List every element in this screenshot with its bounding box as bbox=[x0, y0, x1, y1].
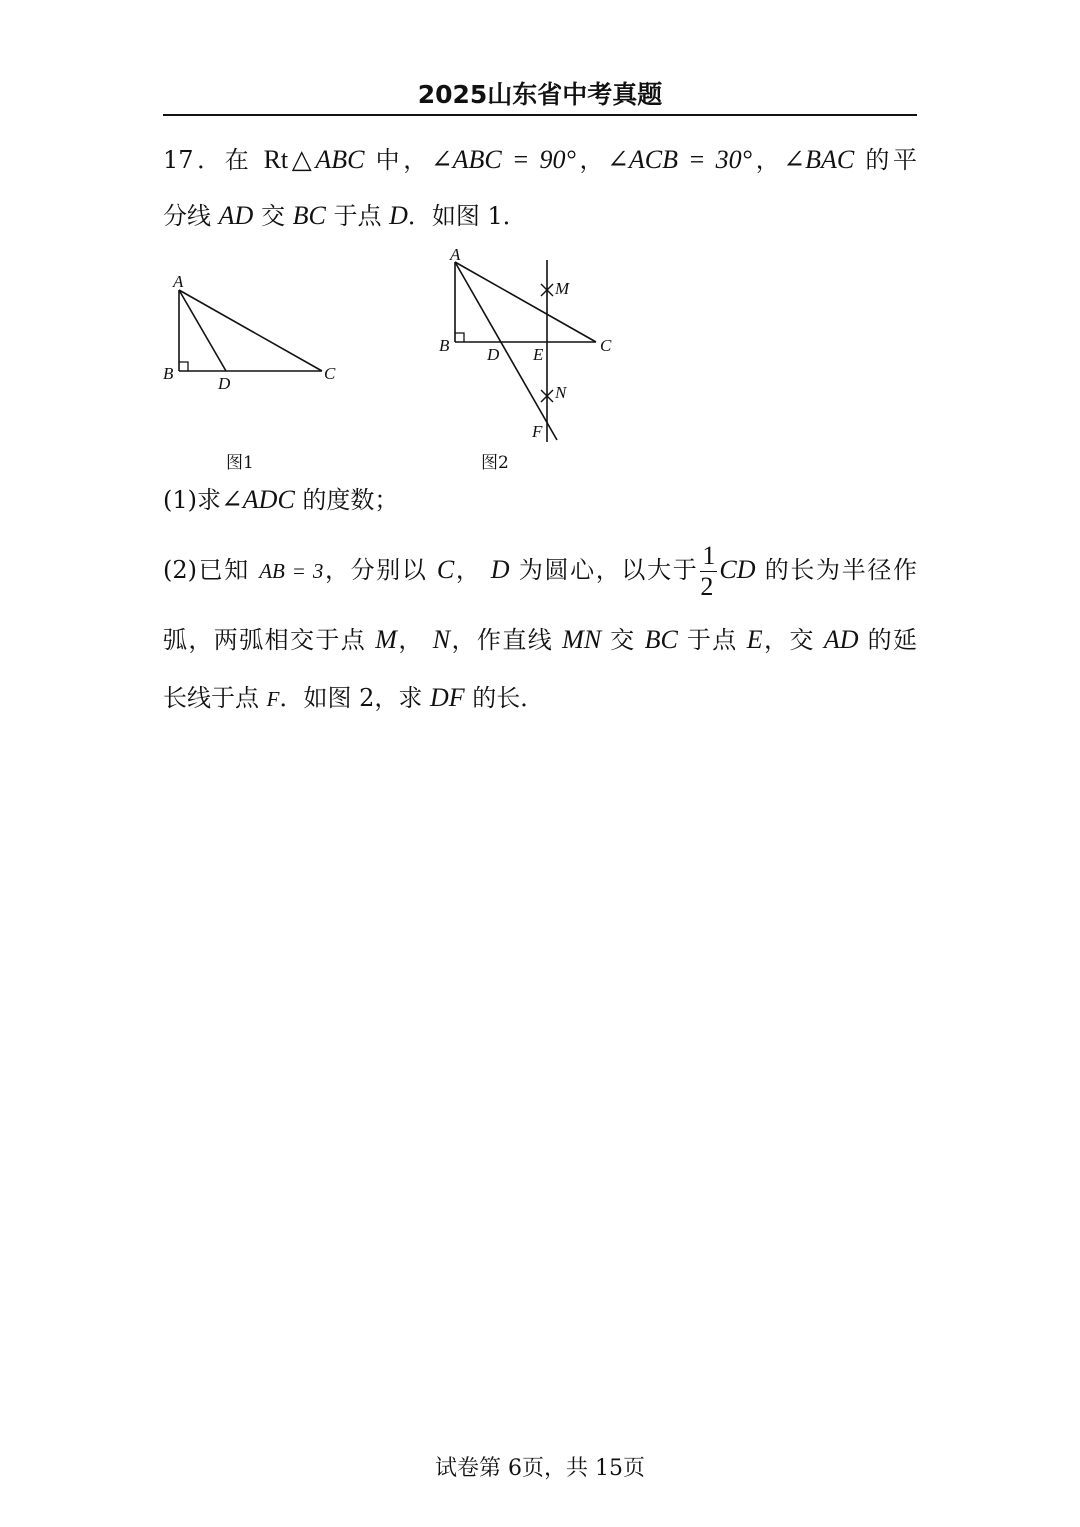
angle-adc: ∠ADC bbox=[221, 485, 295, 514]
text: 弧，两弧相交于点 bbox=[163, 626, 376, 654]
label-c: C bbox=[600, 336, 612, 355]
problem-line-1 bbox=[163, 140, 917, 180]
figure-1 bbox=[160, 266, 350, 400]
text: ， bbox=[396, 626, 433, 654]
angle-acb: ∠ACB = 30° bbox=[607, 145, 753, 174]
text: 中， bbox=[364, 146, 431, 174]
problem-line-2 bbox=[163, 196, 917, 236]
rt-label: Rt△ bbox=[263, 145, 316, 174]
figure-2 bbox=[430, 240, 630, 454]
problem-line-4 bbox=[163, 620, 917, 660]
label-f: F bbox=[532, 422, 543, 441]
question-part-1 bbox=[163, 480, 917, 520]
label-e: E bbox=[533, 345, 544, 364]
line-mn: MN bbox=[562, 625, 602, 654]
label-b: B bbox=[163, 364, 174, 383]
text: ，作直线 bbox=[450, 626, 563, 654]
triangle-abc: ABC bbox=[315, 145, 365, 174]
label-c: C bbox=[324, 364, 336, 383]
label-d: D bbox=[218, 374, 231, 393]
fraction-denominator: 2 bbox=[700, 572, 714, 601]
text: ．如图 1． bbox=[407, 202, 527, 230]
segment-ad bbox=[179, 290, 226, 371]
text: ， bbox=[752, 146, 784, 174]
segment-ac bbox=[455, 262, 596, 342]
text: ．如图 2，求 bbox=[279, 684, 430, 712]
text: ， bbox=[454, 556, 491, 584]
label-m: M bbox=[555, 279, 570, 298]
question-part-2 bbox=[163, 532, 917, 609]
segment-ad: AD bbox=[218, 201, 254, 230]
text: 长线于点 bbox=[163, 684, 267, 712]
right-angle-mark bbox=[179, 362, 188, 371]
text: ， bbox=[575, 146, 608, 174]
label-a: A bbox=[173, 272, 184, 291]
problem-number: 17． bbox=[163, 146, 225, 174]
page-title: 2025山东省中考真题 bbox=[417, 80, 663, 109]
segment-df: DF bbox=[430, 683, 465, 712]
text: 的长． bbox=[464, 684, 545, 712]
point-n: N bbox=[432, 625, 451, 654]
fraction-half bbox=[700, 541, 717, 602]
text: 交 bbox=[601, 626, 645, 654]
text: (2)已知 bbox=[163, 556, 260, 584]
text: 分线 bbox=[163, 202, 219, 230]
page-footer: 试卷第 6页，共 15页 bbox=[435, 1456, 645, 1481]
text: 于点 bbox=[325, 202, 390, 230]
text: ，分别以 bbox=[323, 556, 437, 584]
right-angle-mark bbox=[455, 333, 464, 342]
text: 交 bbox=[253, 202, 293, 230]
label-a: A bbox=[450, 245, 461, 264]
angle-abc: ∠ABC = 90° bbox=[430, 145, 576, 174]
fraction-numerator: 1 bbox=[702, 541, 716, 570]
text: ，交 bbox=[762, 626, 824, 654]
point-d: D bbox=[389, 201, 408, 230]
segment-ad: AD bbox=[823, 625, 859, 654]
text: 的度数； bbox=[294, 486, 399, 514]
text: 于点 bbox=[677, 626, 747, 654]
point-e: E bbox=[746, 625, 763, 654]
text: (1)求 bbox=[163, 486, 221, 514]
segment-ac bbox=[179, 290, 322, 371]
label-n: N bbox=[555, 383, 567, 402]
figure-1-caption: 图1 bbox=[226, 453, 254, 473]
point-m: M bbox=[375, 625, 397, 654]
text: 的平 bbox=[854, 146, 917, 174]
text: 的延 bbox=[858, 626, 917, 654]
figure-2-caption: 图2 bbox=[481, 453, 509, 473]
label-d: D bbox=[487, 345, 500, 364]
problem-line-5 bbox=[163, 678, 917, 719]
segment-bc: BC bbox=[644, 625, 678, 654]
segment-cd: CD bbox=[719, 555, 756, 584]
given-ab: AB = 3 bbox=[259, 559, 324, 583]
segment-bc: BC bbox=[292, 201, 326, 230]
label-b: B bbox=[439, 336, 450, 355]
text: 的长为半径作 bbox=[755, 556, 917, 584]
point-c: C bbox=[436, 555, 455, 584]
header-divider bbox=[163, 114, 917, 116]
point-d: D bbox=[490, 555, 510, 584]
point-f: F bbox=[266, 687, 280, 711]
text: 在 bbox=[224, 146, 264, 174]
angle-bac: ∠BAC bbox=[783, 145, 855, 174]
text: 为圆心，以大于 bbox=[509, 556, 699, 584]
